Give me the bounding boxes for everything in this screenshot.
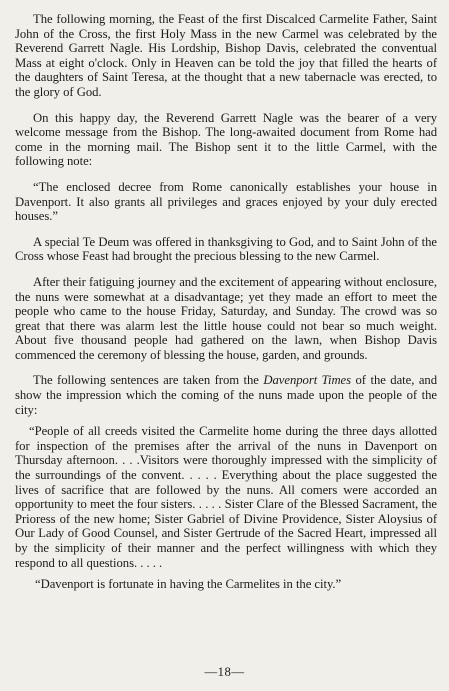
paragraph-decree-quote: “The enclosed decree from Rome canonically establishes your house in Davenport. It also grants all privileges and graces enjoyed by your duly erected houses.” (15, 179, 437, 224)
paragraph-newspaper-quote: “People of all creeds visited the Carmelite home during the three days allotted for inspection of the premises after the arrival of the nuns in Davenport on Thursday afternoon. . . .Visitors were thoroughly impressed with the simplicity of the surroundings of the convent. . . . . Everything about the place suggested the lives of sacrifice that are followed by the nuns. All comers were accorded an opportunity to meet the four sisters. . . . . Sister Clare of the Blessed Sacrament, the Prioress of the new home; Sister Gabriel of Divine Providence, Sister Aloysius of Our Lady of Good Counsel, and Sister Gertrude of the Sacred Heart, impressed all by the simplicity of their manner and the perfect willingness with which they respond to all questions. . . . . (15, 424, 437, 570)
paragraph-message-from-bishop: On this happy day, the Reverend Garrett Nagle was the bearer of a very welcome message from the Bishop. The long-awaited document from Rome had come in the morning mail. The Bishop sent it to the little Carmel, with the following note: (15, 110, 437, 169)
paragraph-closing-quote: “Davenport is fortunate in having the Carmelites in the city.” (35, 577, 342, 592)
page-number: —18— (204, 665, 245, 679)
paragraph-blessing-ceremony: After their fatiguing journey and the excitement of appearing without enclosure, the nuns were somewhat at a disadvantage; yet they made an effort to meet the people who came to the house Friday, Saturday, and Sunday. The crowd was so great that there was alarm lest the little house could not bear so much weight. About five thousand people had gathered on the lawn, when Bishop Davis commenced the ceremony of blessing the house, garden, and grounds. (15, 274, 437, 362)
newspaper-intro-before: The following sentences are taken from the (33, 373, 264, 388)
paragraph-newspaper-intro (15, 373, 437, 417)
newspaper-title: Davenport Times (263, 373, 352, 388)
paragraph-feast-of-saint-john: The following morning, the Feast of the first Discalced Carmelite Father, Saint John of the Cross, the first Holy Mass in the new Carmel was celebrated by the Reverend Garrett Nagle. His Lordship, Bishop Davis, celebrated the conventual Mass at eight o'clock. Only in Heaven can be told the joy that filled the hearts of the daughters of Saint Teresa, at the thought that a new tabernacle was erected, to the glory of God. (15, 12, 437, 99)
paragraph-te-deum: A special Te Deum was offered in thanksgiving to God, and to Saint John of the Cross whose Feast had brought the precious blessing to the new Carmel. (15, 234, 437, 264)
newspaper-intro-after: of the date, and show the impression which the coming of the nuns made upon the people of the city: (15, 373, 437, 417)
